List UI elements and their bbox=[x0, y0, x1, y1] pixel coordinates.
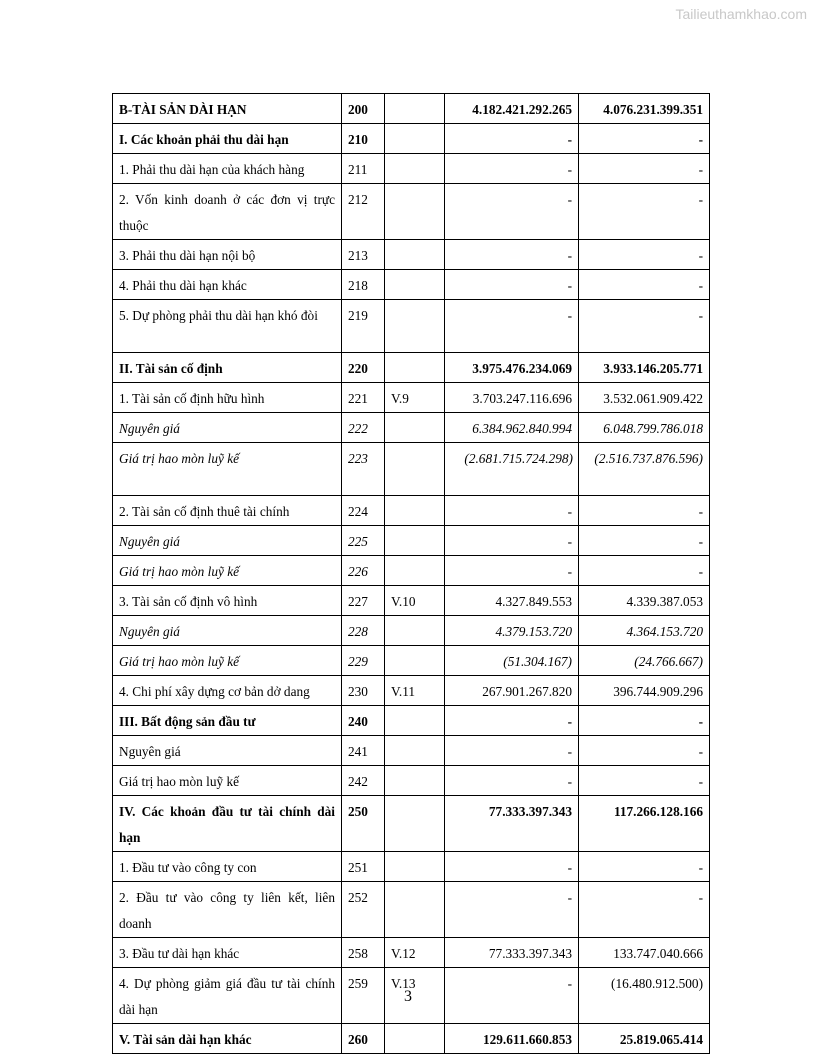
row-value-begin: - bbox=[579, 882, 710, 938]
row-value-begin: 3.933.146.205.771 bbox=[579, 353, 710, 383]
row-label: 3. Đầu tư dài hạn khác bbox=[113, 938, 342, 968]
table-row bbox=[113, 496, 710, 526]
row-label: Giá trị hao mòn luỹ kế bbox=[113, 646, 342, 676]
row-code: 223 bbox=[342, 443, 385, 496]
row-note: V.10 bbox=[385, 586, 445, 616]
row-note bbox=[385, 300, 445, 353]
row-note: V.9 bbox=[385, 383, 445, 413]
row-code: 229 bbox=[342, 646, 385, 676]
table-row bbox=[113, 556, 710, 586]
row-note bbox=[385, 766, 445, 796]
row-value-begin: 133.747.040.666 bbox=[579, 938, 710, 968]
row-note bbox=[385, 353, 445, 383]
row-code: 240 bbox=[342, 706, 385, 736]
table-row bbox=[113, 184, 710, 240]
row-value-end: - bbox=[445, 124, 579, 154]
row-value-begin: - bbox=[579, 496, 710, 526]
row-code: 213 bbox=[342, 240, 385, 270]
row-label: V. Tài sản dài hạn khác bbox=[113, 1024, 342, 1054]
row-value-end: - bbox=[445, 300, 579, 353]
row-code: 210 bbox=[342, 124, 385, 154]
row-value-begin: - bbox=[579, 556, 710, 586]
row-value-end: 4.182.421.292.265 bbox=[445, 94, 579, 124]
row-code: 220 bbox=[342, 353, 385, 383]
row-value-end: 3.975.476.234.069 bbox=[445, 353, 579, 383]
row-label: 1. Phải thu dài hạn của khách hàng bbox=[113, 154, 342, 184]
row-value-end: - bbox=[445, 526, 579, 556]
row-value-end: 77.333.397.343 bbox=[445, 938, 579, 968]
row-code: 222 bbox=[342, 413, 385, 443]
row-note bbox=[385, 852, 445, 882]
row-code: 242 bbox=[342, 766, 385, 796]
row-code: 241 bbox=[342, 736, 385, 766]
row-value-begin: - bbox=[579, 270, 710, 300]
row-long-term-assets bbox=[113, 94, 710, 124]
table-row bbox=[113, 154, 710, 184]
row-code: 227 bbox=[342, 586, 385, 616]
row-label: Giá trị hao mòn luỹ kế bbox=[113, 766, 342, 796]
row-code: 218 bbox=[342, 270, 385, 300]
row-label: 2. Vốn kinh doanh ở các đơn vị trực thuộc bbox=[113, 184, 342, 240]
table-row bbox=[113, 852, 710, 882]
row-label: I. Các khoản phải thu dài hạn bbox=[113, 124, 342, 154]
row-note bbox=[385, 154, 445, 184]
row-label: 4. Phải thu dài hạn khác bbox=[113, 270, 342, 300]
row-value-begin: 4.339.387.053 bbox=[579, 586, 710, 616]
table-row bbox=[113, 413, 710, 443]
table-row bbox=[113, 676, 710, 706]
row-code: 221 bbox=[342, 383, 385, 413]
page-number: 3 bbox=[404, 988, 412, 1005]
table-row bbox=[113, 443, 710, 496]
row-label: Nguyên giá bbox=[113, 413, 342, 443]
row-value-end: - bbox=[445, 852, 579, 882]
row-long-term-receivables bbox=[113, 124, 710, 154]
row-code: 200 bbox=[342, 94, 385, 124]
row-note bbox=[385, 1024, 445, 1054]
row-code: 250 bbox=[342, 796, 385, 852]
row-value-begin: 25.819.065.414 bbox=[579, 1024, 710, 1054]
row-value-end: - bbox=[445, 240, 579, 270]
row-value-begin: 6.048.799.786.018 bbox=[579, 413, 710, 443]
table-row bbox=[113, 766, 710, 796]
row-value-begin: (2.516.737.876.596) bbox=[579, 443, 710, 496]
row-value-end: 4.379.153.720 bbox=[445, 616, 579, 646]
row-note bbox=[385, 240, 445, 270]
row-label: 5. Dự phòng phải thu dài hạn khó đòi bbox=[113, 300, 342, 353]
row-code: 211 bbox=[342, 154, 385, 184]
row-note: V.12 bbox=[385, 938, 445, 968]
table-row bbox=[113, 882, 710, 938]
table-row bbox=[113, 938, 710, 968]
row-value-begin: 396.744.909.296 bbox=[579, 676, 710, 706]
table-row bbox=[113, 526, 710, 556]
table-row bbox=[113, 586, 710, 616]
row-investment-property bbox=[113, 706, 710, 736]
row-note bbox=[385, 616, 445, 646]
row-label: IV. Các khoản đầu tư tài chính dài hạn bbox=[113, 796, 342, 852]
row-value-begin: 4.076.231.399.351 bbox=[579, 94, 710, 124]
row-code: 226 bbox=[342, 556, 385, 586]
row-value-begin: - bbox=[579, 300, 710, 353]
row-other-long-term-assets bbox=[113, 1024, 710, 1054]
table-row bbox=[113, 270, 710, 300]
table-row bbox=[113, 300, 710, 353]
row-code: 219 bbox=[342, 300, 385, 353]
row-label: Nguyên giá bbox=[113, 526, 342, 556]
row-value-begin: - bbox=[579, 766, 710, 796]
row-value-begin: 117.266.128.166 bbox=[579, 796, 710, 852]
row-code: 225 bbox=[342, 526, 385, 556]
row-code: 224 bbox=[342, 496, 385, 526]
row-label: Nguyên giá bbox=[113, 736, 342, 766]
row-value-begin: - bbox=[579, 124, 710, 154]
row-value-begin: 4.364.153.720 bbox=[579, 616, 710, 646]
row-value-end: 129.611.660.853 bbox=[445, 1024, 579, 1054]
row-value-begin: - bbox=[579, 526, 710, 556]
row-note bbox=[385, 413, 445, 443]
row-label: 4. Dự phòng giảm giá đầu tư tài chính dài hạn bbox=[113, 968, 342, 1024]
row-long-term-financial-investments bbox=[113, 796, 710, 852]
row-note: V.11 bbox=[385, 676, 445, 706]
table-row bbox=[113, 616, 710, 646]
row-value-end: - bbox=[445, 184, 579, 240]
row-value-end: - bbox=[445, 496, 579, 526]
row-value-end: - bbox=[445, 556, 579, 586]
row-label: 1. Tài sản cố định hữu hình bbox=[113, 383, 342, 413]
row-note bbox=[385, 736, 445, 766]
row-value-end: 4.327.849.553 bbox=[445, 586, 579, 616]
row-code: 212 bbox=[342, 184, 385, 240]
row-value-end: (51.304.167) bbox=[445, 646, 579, 676]
row-note: V.13 bbox=[385, 968, 445, 1024]
row-value-end: 6.384.962.840.994 bbox=[445, 413, 579, 443]
row-label: 1. Đầu tư vào công ty con bbox=[113, 852, 342, 882]
row-value-end: - bbox=[445, 766, 579, 796]
row-note bbox=[385, 270, 445, 300]
row-label: Nguyên giá bbox=[113, 616, 342, 646]
row-code: 258 bbox=[342, 938, 385, 968]
row-value-begin: (24.766.667) bbox=[579, 646, 710, 676]
row-value-end: - bbox=[445, 706, 579, 736]
table-row bbox=[113, 383, 710, 413]
row-fixed-assets bbox=[113, 353, 710, 383]
row-value-begin: - bbox=[579, 184, 710, 240]
row-value-begin: (16.480.912.500) bbox=[579, 968, 710, 1024]
balance-sheet-table bbox=[112, 93, 710, 1054]
table-row bbox=[113, 646, 710, 676]
row-value-end: - bbox=[445, 882, 579, 938]
row-note bbox=[385, 882, 445, 938]
row-value-begin: - bbox=[579, 154, 710, 184]
row-value-end: - bbox=[445, 270, 579, 300]
row-note bbox=[385, 184, 445, 240]
row-value-begin: - bbox=[579, 736, 710, 766]
watermark: Tailieuthamkhao.com bbox=[675, 6, 807, 22]
row-value-end: (2.681.715.724.298) bbox=[445, 443, 579, 496]
row-code: 228 bbox=[342, 616, 385, 646]
row-code: 259 bbox=[342, 968, 385, 1024]
row-code: 230 bbox=[342, 676, 385, 706]
row-note bbox=[385, 556, 445, 586]
row-value-end: 267.901.267.820 bbox=[445, 676, 579, 706]
table-row bbox=[113, 736, 710, 766]
row-label: 4. Chi phí xây dựng cơ bản dở dang bbox=[113, 676, 342, 706]
row-value-begin: - bbox=[579, 852, 710, 882]
row-label: 2. Đầu tư vào công ty liên kết, liên doanh bbox=[113, 882, 342, 938]
row-code: 252 bbox=[342, 882, 385, 938]
row-note bbox=[385, 706, 445, 736]
row-code: 260 bbox=[342, 1024, 385, 1054]
row-label: II. Tài sản cố định bbox=[113, 353, 342, 383]
row-label: Giá trị hao mòn luỹ kế bbox=[113, 556, 342, 586]
row-value-end: - bbox=[445, 154, 579, 184]
row-label: 3. Tài sản cố định vô hình bbox=[113, 586, 342, 616]
row-note bbox=[385, 526, 445, 556]
row-note bbox=[385, 796, 445, 852]
row-label: Giá trị hao mòn luỹ kế bbox=[113, 443, 342, 496]
row-value-begin: - bbox=[579, 240, 710, 270]
row-note bbox=[385, 94, 445, 124]
row-label: 3. Phải thu dài hạn nội bộ bbox=[113, 240, 342, 270]
table-row bbox=[113, 240, 710, 270]
row-note bbox=[385, 443, 445, 496]
row-value-end: 77.333.397.343 bbox=[445, 796, 579, 852]
row-note bbox=[385, 124, 445, 154]
row-note bbox=[385, 646, 445, 676]
row-value-begin: 3.532.061.909.422 bbox=[579, 383, 710, 413]
row-value-begin: - bbox=[579, 706, 710, 736]
row-value-end: - bbox=[445, 968, 579, 1024]
row-label: 2. Tài sản cố định thuê tài chính bbox=[113, 496, 342, 526]
row-code: 251 bbox=[342, 852, 385, 882]
row-note bbox=[385, 496, 445, 526]
row-label: III. Bất động sản đầu tư bbox=[113, 706, 342, 736]
row-label: B-TÀI SẢN DÀI HẠN bbox=[113, 94, 342, 124]
row-value-end: - bbox=[445, 736, 579, 766]
row-value-end: 3.703.247.116.696 bbox=[445, 383, 579, 413]
